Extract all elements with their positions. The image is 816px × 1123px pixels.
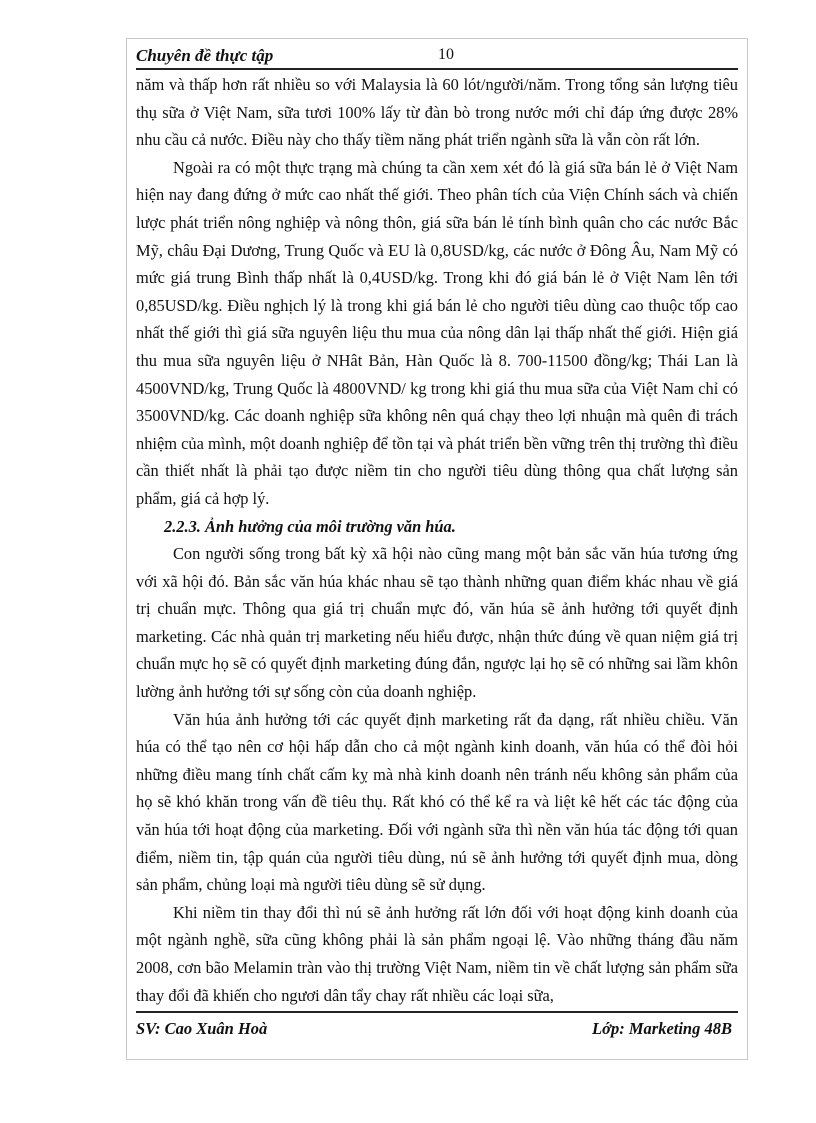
section-heading: 2.2.3. Ảnh hưởng của môi trường văn húa. (164, 516, 456, 536)
paragraph-culture-influence: Văn húa ảnh hưởng tới các quyết định marketing rất đa dạng, rất nhiều chiều. Văn húa có thể tạo nên cơ hội hấp dẫn cho cả một ngành kinh doanh, văn húa có thể đòi hỏi những điều mang tính chất cấm kỵ mà nhà kinh doanh nên tránh nếu không sản phẩm của họ sẽ khó khăn trong vấn đề tiêu thụ. Rất khó có thể kể ra và liệt kê hết các tác động của văn húa tới hoạt động của marketing. Đối với ngành sữa thì nền văn húa tác động tới quan điểm, niềm tin, tập quán của người tiêu dùng, nú sẽ ảnh hưởng tới quyết định mua, dòng sản phẩm, chủng loại mà người tiêu dùng sẽ sử dụng. (136, 709, 738, 895)
page-number: 10 (438, 46, 454, 63)
page-footer (136, 1011, 738, 1041)
paragraph-culture: Con người sống trong bất kỳ xã hội nào cũng mang một bản sắc văn húa tương ứng với xã hội đó. Bản sắc văn húa khác nhau sẽ tạo thành những quan điểm khác nhau về giá trị chuẩn mực. Thông qua giá trị chuẩn mực đó, văn húa sẽ ảnh hưởng tới quyết định marketing. Các nhà quản trị marketing nếu hiểu được, nhận thức đúng về quan niệm giá trị chuẩn mực họ sẽ có quyết định marketing đúng đắn, ngược lại họ sẽ có những sai lầm khôn lường ảnh hưởng tới sự sống còn của doanh nghiệp. (136, 544, 738, 702)
page-header (136, 44, 738, 70)
document-body (136, 71, 738, 1009)
paragraph-continuation: năm và thấp hơn rất nhiều so với Malaysia là 60 lót/người/năm. Trong tổng sản lượng tiêu thụ sữa ở Việt Nam, sữa tươi 100% lấy từ đàn bò trong nước mới chỉ đáp ứng được 28% nhu cầu cả nước. Điều này cho thấy tiềm năng phát triển ngành sữa là vẫn còn rất lớn. (136, 75, 738, 150)
footer-student: SV: Cao Xuân Hoà (136, 1019, 268, 1038)
paragraph-trust: Khi niềm tin thay đổi thì nú sẽ ảnh hưởng rất lớn đối với hoạt động kinh doanh của một ngành nghề, sữa cũng không phải là sản phẩm ngoại lệ. Vào những tháng đầu năm 2008, cơn bão Melamin tràn vào thị trường Việt Nam, niềm tin về chất lượng sản phẩm sữa thay đổi đã khiến cho ngươi dân tẩy chay rất nhiều các loại sữa, (136, 902, 738, 1005)
header-title: Chuyên đề thực tập (136, 46, 274, 65)
footer-class: Lớp: Marketing 48B (592, 1019, 732, 1038)
paragraph-retail-price: Ngoài ra có một thực trạng mà chúng ta cần xem xét đó là giá sữa bán lẻ ở Việt Nam hiện nay đang đứng ở mức cao nhất thế giới. Theo phân tích của Viện Chính sách và chiến lược phát triển nông nghiệp và nông thôn, giá sữa bán lẻ tính bình quân cho các nước Bắc Mỹ, châu Đại Dương, Trung Quốc và EU là 0,8USD/kg, các nước ở Đông Âu, Nam Mỹ có mức giá trung Bình thấp nhất là 0,4USD/kg. Trong khi đó giá bán lẻ ở Việt Nam lên tới 0,85USD/kg. Điều nghịch lý là trong khi giá bán lẻ cho người tiêu dùng cao thuộc tốp cao nhất thế giới thì giá sữa nguyên liệu thu mua của nông dân lại thấp nhất thế giới. Hiện giá thu mua sữa nguyên liệu ở NHât Bản, Hàn Quốc là 8. 700-11500 đồng/kg; Thái Lan là 4500VND/kg, Trung Quốc là 4800VND/ kg trong khi giá thu mua sữa của Việt Nam chỉ có 3500VND/kg. Các doanh nghiệp sữa không nên quá chạy theo lợi nhuận mà quên đi trách nhiệm của mình, một doanh nghiệp để tồn tại và phát triển bền vững trên thị trường thì điều cần thiết nhất là phải tạo được niềm tin cho người tiêu dùng thông qua chất lượng sản phẩm, giá cả hợp lý. (136, 157, 738, 508)
